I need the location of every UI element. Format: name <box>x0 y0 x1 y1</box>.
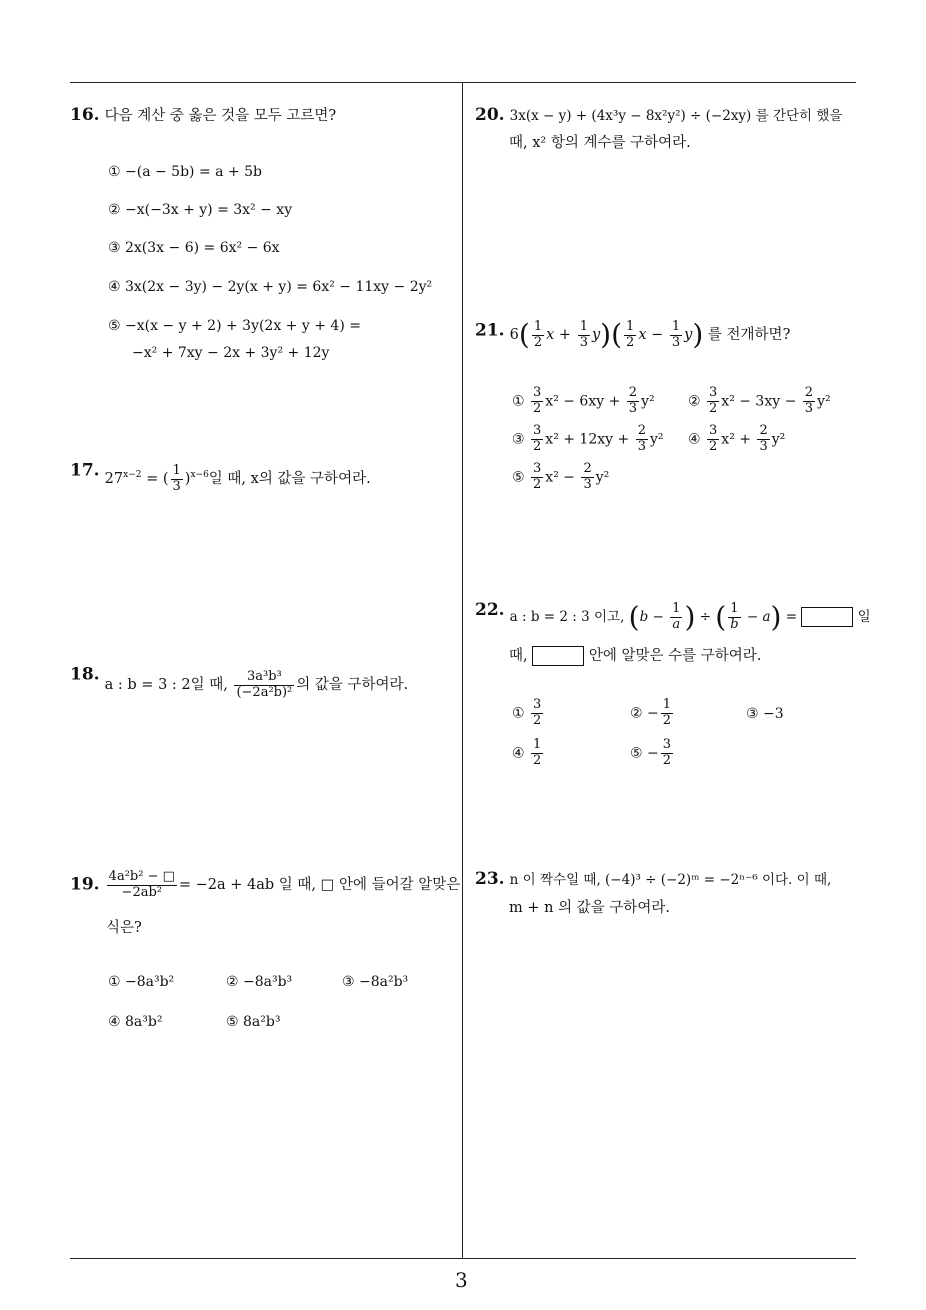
option-4[interactable]: ④ $\frac{1}{2}$ <box>512 737 542 768</box>
option-4[interactable]: ④ 3x(2x − 3y) − 2y(x + y) = 6x² − 11xy − 2y² <box>108 279 433 295</box>
question-text: n 이 짝수일 때, (−4)³ ÷ (−2)ᵐ = −2ⁿ⁻⁶ 이다. 이 때, <box>509 872 832 888</box>
question-text: 를 전개하면? <box>707 327 791 344</box>
expr-exponent-right: x−6 <box>190 470 209 481</box>
top-rule <box>70 82 856 83</box>
expr-eq: = ( <box>146 471 169 488</box>
question-text: = −2a + 4ab 일 때, □ 안에 들어갈 알맞은 <box>178 877 461 894</box>
column-divider <box>462 83 463 1259</box>
question-number: 16. <box>70 105 100 125</box>
option-1[interactable]: ① $\frac{3}{2}$ <box>512 697 542 728</box>
expr-base: 27 <box>104 471 124 488</box>
question-number: 17. <box>70 460 100 481</box>
question-19 <box>70 870 460 901</box>
question-text: 3x(x − y) + (4x³y − 8x²y²) ÷ (−2xy) 를 간단히 했을 <box>509 108 843 124</box>
question-21 <box>475 316 791 352</box>
bottom-rule <box>70 1258 856 1259</box>
question-20 <box>475 104 842 125</box>
option-4[interactable]: ④ 8a³b² <box>108 1014 163 1030</box>
question-text: 의 값을 구하여라. <box>296 677 409 694</box>
question-22-line2: 때, 안에 알맞은 수를 구하여라. <box>509 648 762 664</box>
question-text-line2: 때, x² 항의 계수를 구하여라. <box>509 135 691 151</box>
option-5[interactable]: ⑤ −x(x − y + 2) + 3y(2x + y + 4) = <box>108 318 361 334</box>
question-text: 일 때, x의 값을 구하여라. <box>208 471 371 488</box>
option-2[interactable]: ② $\frac{3}{2}$ x² − 3xy − $\frac{2}{3}$ y² <box>688 385 831 416</box>
question-number: 19. <box>70 874 100 895</box>
option-2[interactable]: ② −8a³b³ <box>226 974 293 990</box>
option-5[interactable]: ⑤ $\frac{3}{2}$ x² − $\frac{2}{3}$ y² <box>512 461 610 492</box>
question-number: 21. <box>475 320 505 341</box>
option-5-continued: −x² + 7xy − 2x + 3y² + 12y <box>132 345 330 361</box>
fraction: $\frac{\text{4a²b² − □}}{\text{−2ab²}}$ <box>108 869 175 900</box>
option-2[interactable]: ② −x(−3x + y) = 3x² − xy <box>108 202 293 218</box>
option-4[interactable]: ④ $\frac{3}{2}$ x² + $\frac{2}{3}$ y² <box>688 423 786 454</box>
option-5[interactable]: ⑤ − $\frac{3}{2}$ <box>630 737 672 768</box>
option-1[interactable]: ① −8a³b² <box>108 974 175 990</box>
answer-blank-ref <box>532 646 584 666</box>
question-number: 22. <box>475 599 505 620</box>
question-text: 다음 계산 중 옳은 것을 모두 고르면? <box>104 108 337 124</box>
expr-exponent: x−2 <box>123 470 142 481</box>
question-22 <box>475 596 871 634</box>
question-text-line2: 식은? <box>106 920 142 936</box>
option-2[interactable]: ② − $\frac{1}{2}$ <box>630 697 672 728</box>
question-18 <box>70 660 409 700</box>
expression: 6( $\frac{1}{2}$ x + $\frac{1}{3}$ y)( $\frac{1}{2}$ x − $\frac{1}{3}$ y) 를 전개하면? <box>509 318 791 352</box>
page-number: 3 <box>455 1268 468 1292</box>
question-17: 17. $27^{x-2}$ = ( $\frac{1}{3}$ )$^{x-6}$일 때, x의 값을 구하여라. <box>70 460 371 494</box>
expression: (b − $\frac{1}{a}$ ) ÷ ( $\frac{1}{b}$ − a) = <box>628 600 802 634</box>
question-16 <box>70 104 336 125</box>
fraction: $\frac{1}{3}$ <box>172 463 181 494</box>
question-prefix: a : b = 3 : 2일 때, <box>104 677 228 694</box>
option-5[interactable]: ⑤ 8a²b³ <box>226 1014 281 1030</box>
fraction: $\frac{\text{3a³b³}}{\text{(−2a²b)²}}$ <box>236 669 293 700</box>
option-1[interactable]: ① −(a − 5b) = a + 5b <box>108 164 262 180</box>
question-text-line2: m + n 의 값을 구하여라. <box>509 900 670 916</box>
question-prefix: a : b = 2 : 3 이고, <box>509 608 625 625</box>
option-3[interactable]: ③ −8a²b³ <box>342 974 409 990</box>
option-1[interactable]: ① $\frac{3}{2}$ x² − 6xy + $\frac{2}{3}$ y² <box>512 385 655 416</box>
question-number: 23. <box>475 869 505 889</box>
question-number: 18. <box>70 664 100 685</box>
question-number: 20. <box>475 105 505 125</box>
option-3[interactable]: ③ $\frac{3}{2}$ x² + 12xy + $\frac{2}{3}$ y² <box>512 423 664 454</box>
question-suffix: 일 <box>857 608 871 625</box>
answer-blank[interactable] <box>801 607 853 627</box>
question-23 <box>475 868 831 889</box>
option-3[interactable]: ③ −3 <box>746 706 784 722</box>
option-3[interactable]: ③ 2x(3x − 6) = 6x² − 6x <box>108 240 280 256</box>
